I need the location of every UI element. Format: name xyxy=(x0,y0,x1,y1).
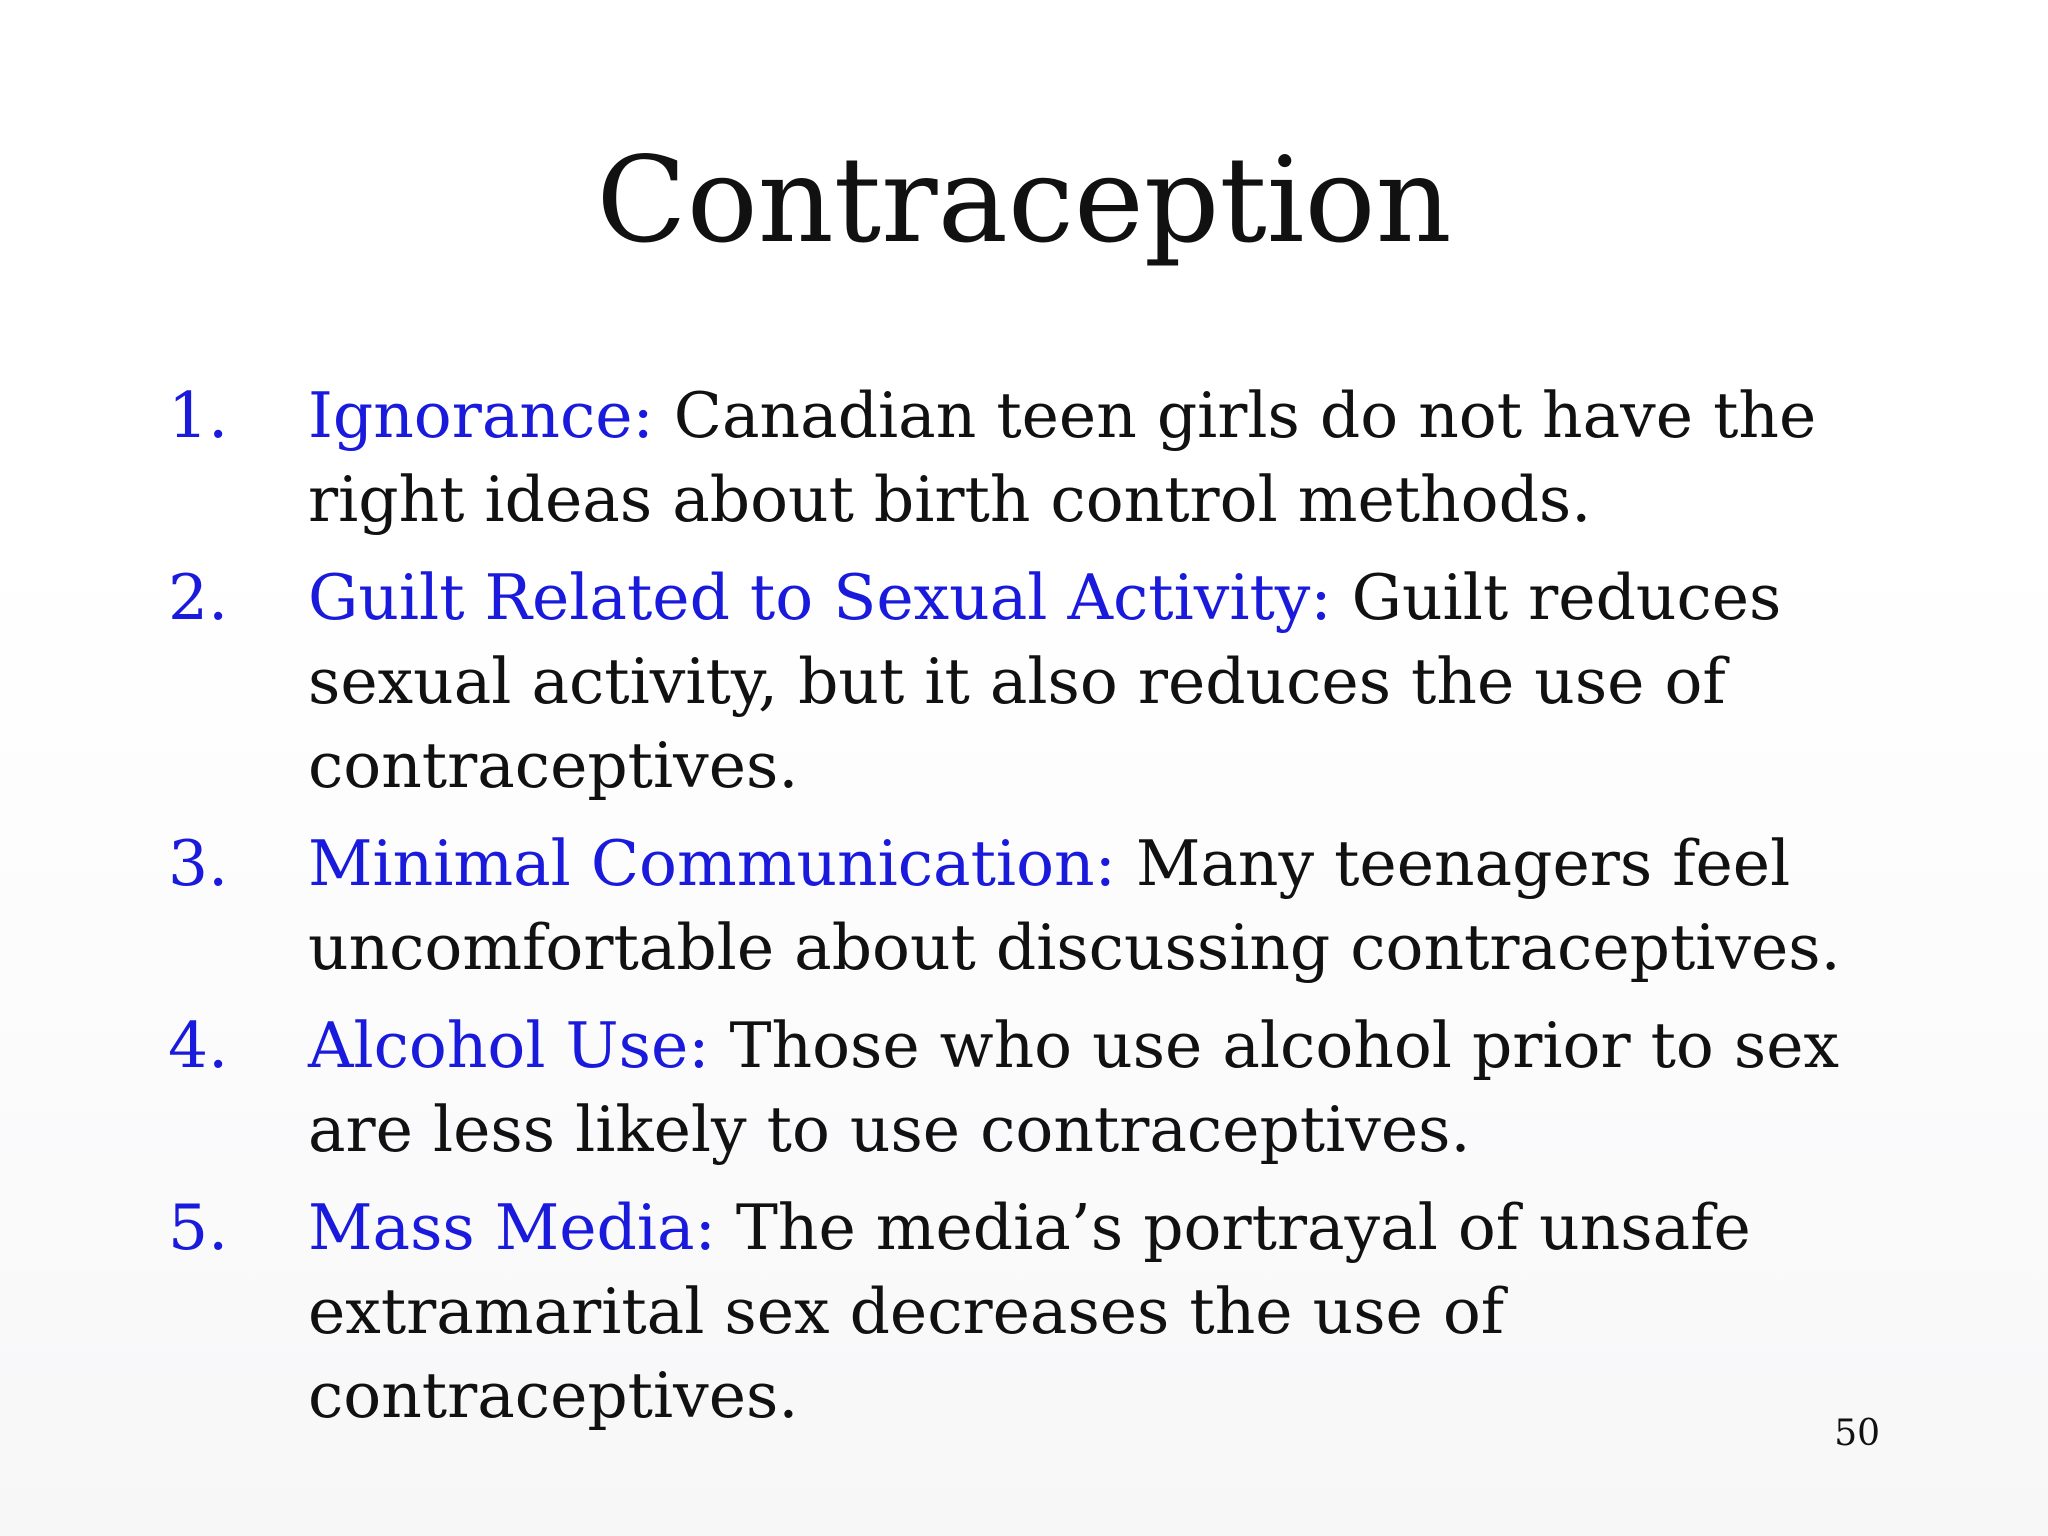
item-number: 1. xyxy=(168,379,229,452)
item-term: Ignorance: xyxy=(308,379,654,452)
item-number: 5. xyxy=(168,1191,229,1264)
item-number: 2. xyxy=(168,561,229,634)
item-text: Canadian teen girls do not have the right ideas about birth control methods. xyxy=(308,379,1817,536)
item-text: The media’s portrayal of unsafe extramarital sex decreases the use of contraceptives. xyxy=(308,1191,1751,1432)
list-item xyxy=(168,556,1928,808)
item-term: Mass Media: xyxy=(308,1191,716,1264)
item-number: 3. xyxy=(168,827,229,900)
list-item xyxy=(168,374,1928,542)
item-text: Guilt reduces sexual activity, but it also reduces the use of contraceptives. xyxy=(308,561,1782,802)
list-item xyxy=(168,1186,1928,1438)
item-term: Alcohol Use: xyxy=(308,1009,710,1082)
item-term: Guilt Related to Sexual Activity: xyxy=(308,561,1332,634)
item-number: 4. xyxy=(168,1009,229,1082)
page-number: 50 xyxy=(1834,1413,1880,1454)
list-item xyxy=(168,822,1928,990)
item-text: Those who use alcohol prior to sex are less likely to use contraceptives. xyxy=(308,1009,1840,1166)
list-item xyxy=(168,1004,1928,1172)
item-term: Minimal Communication: xyxy=(308,827,1116,900)
item-text: Many teenagers feel uncomfortable about discussing contraceptives. xyxy=(308,827,1841,984)
slide-title: Contraception xyxy=(596,131,1452,269)
numbered-list xyxy=(168,374,1928,1452)
